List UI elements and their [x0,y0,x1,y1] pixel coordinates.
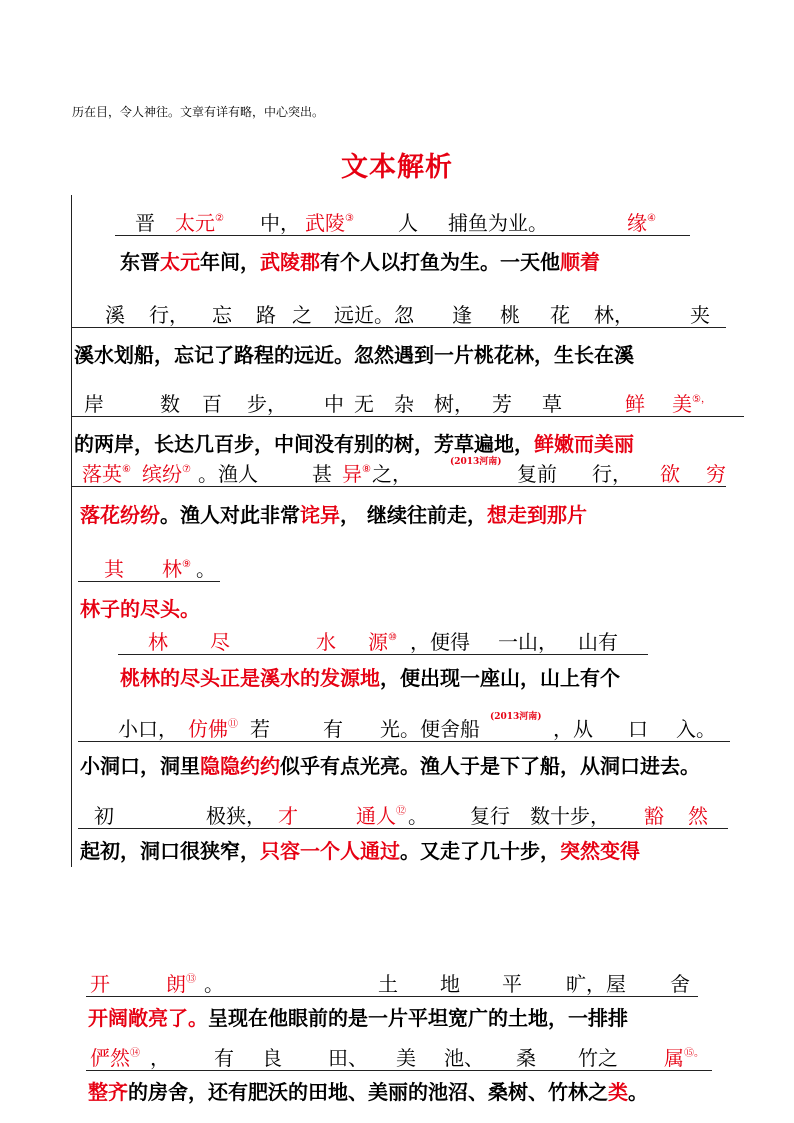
original-word: 无 [354,392,374,416]
footnote-marker: ② [215,213,224,224]
original-word: 通人⑫ [356,804,406,828]
original-word: 。 [204,972,224,996]
original-word: 之 [292,303,312,327]
original-word: 草 [542,392,562,416]
original-word: 有 [323,717,343,741]
translation-text: 小洞口，洞里 [80,754,200,778]
original-word: 竹之 [578,1046,618,1070]
original-word: 良 [262,1046,282,1070]
original-word: 甚 [312,462,332,486]
original-word: 复前 [517,462,557,486]
original-word: 豁 [644,804,664,828]
original-word: 芳 [492,392,512,416]
original-word: 小口， [118,717,178,741]
translation-highlight: 整齐 [88,1080,128,1104]
translation-line [80,593,200,622]
translation-text: 呈现在他眼前的是一片平坦宽广的土地，一排排 [208,1006,628,1030]
original-word: ， [150,1046,170,1070]
original-word: 尽 [210,630,230,654]
translation-highlight: 顺着 [560,250,600,274]
footnote-marker: ⑦ [182,464,191,475]
translation-line [80,750,700,779]
original-word: 平 [502,972,522,996]
translation-line [74,339,634,368]
translation-line [80,499,587,528]
original-line [78,711,730,742]
translation-text: 。 [628,1080,648,1104]
translation-highlight: 林子的尽头。 [80,597,200,621]
translation-text: ， 继续往前走， [340,503,487,527]
original-word: 。渔人 [198,462,258,486]
original-word: 异⑧ [342,462,371,486]
original-word: 美 [396,1046,416,1070]
original-word: 行， [592,462,632,486]
original-line [72,297,726,328]
original-word: 。 [196,557,216,581]
original-word: 桃 [500,303,520,327]
original-word: 岸 [84,392,104,416]
original-word: 仿佛⑪ [188,717,238,741]
original-word: 树， [434,392,474,416]
original-line [86,966,698,997]
footnote-marker: ⑮。 [684,1048,704,1059]
original-word: 步， [247,392,287,416]
original-word: 溪 [105,303,125,327]
footnote-marker: ⑤， [692,394,711,405]
source-note: (2013河南) [450,457,502,467]
original-word: 数 [160,392,180,416]
translation-line [74,428,634,457]
original-word: 武陵③ [305,211,354,235]
original-word: 缤纷⑦ [142,462,191,486]
translation-text: 东晋 [120,250,160,274]
original-line [72,386,744,417]
translation-text: 。又走了几十步， [400,839,560,863]
original-word: 美⑤， [672,392,711,416]
original-word: 土 [378,972,398,996]
translation-line [88,1076,648,1105]
original-word: 捕鱼为业。 [448,211,548,235]
footnote-marker: ⑨ [182,559,191,570]
intro-text: 历在目，令人神往。文章有详有略，中心突出。 [72,105,325,119]
translation-highlight: 太元 [160,250,200,274]
original-word: 鲜 [625,392,645,416]
original-word: 中， [260,211,300,235]
translation-text: 起初，洞口很狭窄， [80,839,260,863]
translation-line [120,662,620,691]
source-note: (2013河南) [490,712,542,722]
translation-highlight: 桃林的尽头正是溪水的发源地 [120,666,380,690]
original-word: 光。便舍船 [380,717,480,741]
original-word: 林， [594,303,634,327]
original-word: 口 [628,717,648,741]
footnote-marker: ⑥ [122,464,131,475]
original-word: 杂 [394,392,414,416]
original-word: 晋 [135,211,155,235]
page-title: 文本解析 [341,152,453,183]
translation-highlight: 只容一个人通过 [260,839,400,863]
original-line [72,456,726,487]
original-word: 路 [256,303,276,327]
original-word: 水 [316,630,336,654]
left-margin-rule [71,195,72,867]
original-word: 有 [214,1046,234,1070]
original-line [86,1040,712,1071]
translation-highlight: 突然变得 [560,839,640,863]
translation-text: 的房舍，还有肥沃的田地、美丽的池沼、桑树、竹林之 [128,1080,608,1104]
footnote-marker: ⑭ [130,1048,140,1059]
translation-highlight: 类 [608,1080,628,1104]
original-word: 穷 [706,462,726,486]
original-word: ，便得 [410,630,470,654]
original-word: 。 [408,804,428,828]
original-word: 才 [278,804,298,828]
translation-text: 。渔人对此非常 [160,503,300,527]
translation-highlight: 隐隐约约 [200,754,280,778]
original-word: 复行 [470,804,510,828]
original-word: 朗⑬ [166,972,196,996]
original-word: 人 [398,211,418,235]
original-word: 地 [440,972,460,996]
original-word: 花 [550,303,570,327]
original-word: 池、 [444,1046,484,1070]
original-word: 忘 [212,303,232,327]
original-word: 林 [148,630,168,654]
original-word: 一山， [498,630,558,654]
original-word: 逢 [452,303,472,327]
footnote-marker: ⑪ [228,719,238,730]
translation-line [88,1002,628,1031]
original-word: 缘④ [627,211,656,235]
original-word: 林⑨ [162,557,191,581]
translation-text: 溪水划船，忘记了路程的远近。忽然遇到一片桃花林，生长在溪 [74,343,634,367]
footnote-marker: ⑧ [362,464,371,475]
translation-text: 的两岸，长达几百步，中间没有别的树，芳草遍地， [74,432,534,456]
original-word: 若 [250,717,270,741]
original-word: 百 [202,392,222,416]
footnote-marker: ⑫ [396,806,406,817]
original-word: 桑 [516,1046,536,1070]
footnote-marker: ⑬ [186,974,196,985]
translation-highlight: 诧异 [300,503,340,527]
original-word: 然 [688,804,708,828]
translation-text: 似乎有点光亮。渔人于是下了船，从洞口进去。 [280,754,700,778]
original-line [118,624,648,655]
original-word: 初 [94,804,114,828]
original-word: 夹 [690,303,710,327]
original-word: 属⑮。 [664,1046,704,1070]
original-line [115,205,690,236]
original-word: 欲 [660,462,680,486]
original-word: 落英⑥ [82,462,131,486]
original-word: ，从 [553,717,593,741]
original-word: 旷，屋 [566,972,626,996]
original-word: 田、 [328,1046,368,1070]
translation-text: 有个人以打鱼为生。一天他 [320,250,560,274]
original-word: 开 [90,972,110,996]
translation-line [120,246,600,275]
translation-text: 年间， [200,250,260,274]
footnote-marker: ③ [345,213,354,224]
translation-highlight: 鲜嫩而美丽 [534,432,634,456]
original-word: 太元② [175,211,224,235]
original-line [78,551,220,582]
original-word: 山有 [578,630,618,654]
original-word: 极狭， [206,804,266,828]
original-line [78,798,728,829]
original-word: 行， [149,303,189,327]
original-word: 之， [372,462,412,486]
footnote-marker: ⑩ [388,632,397,643]
translation-line [80,835,640,864]
original-word: 其 [104,557,124,581]
translation-highlight: 开阔敞亮了。 [88,1006,208,1030]
original-word: 入。 [676,717,716,741]
original-word: 中 [324,392,344,416]
original-word: 源⑩ [368,630,397,654]
translation-highlight: 落花纷纷 [80,503,160,527]
original-word: 数十步， [530,804,610,828]
translation-highlight: 武陵郡 [260,250,320,274]
original-word: 舍 [670,972,690,996]
original-word: 俨然⑭ [90,1046,140,1070]
original-word: 远近。忽 [334,303,414,327]
translation-highlight: 想走到那片 [486,503,587,527]
translation-text: ，便出现一座山，山上有个 [380,666,620,690]
footnote-marker: ④ [647,213,656,224]
